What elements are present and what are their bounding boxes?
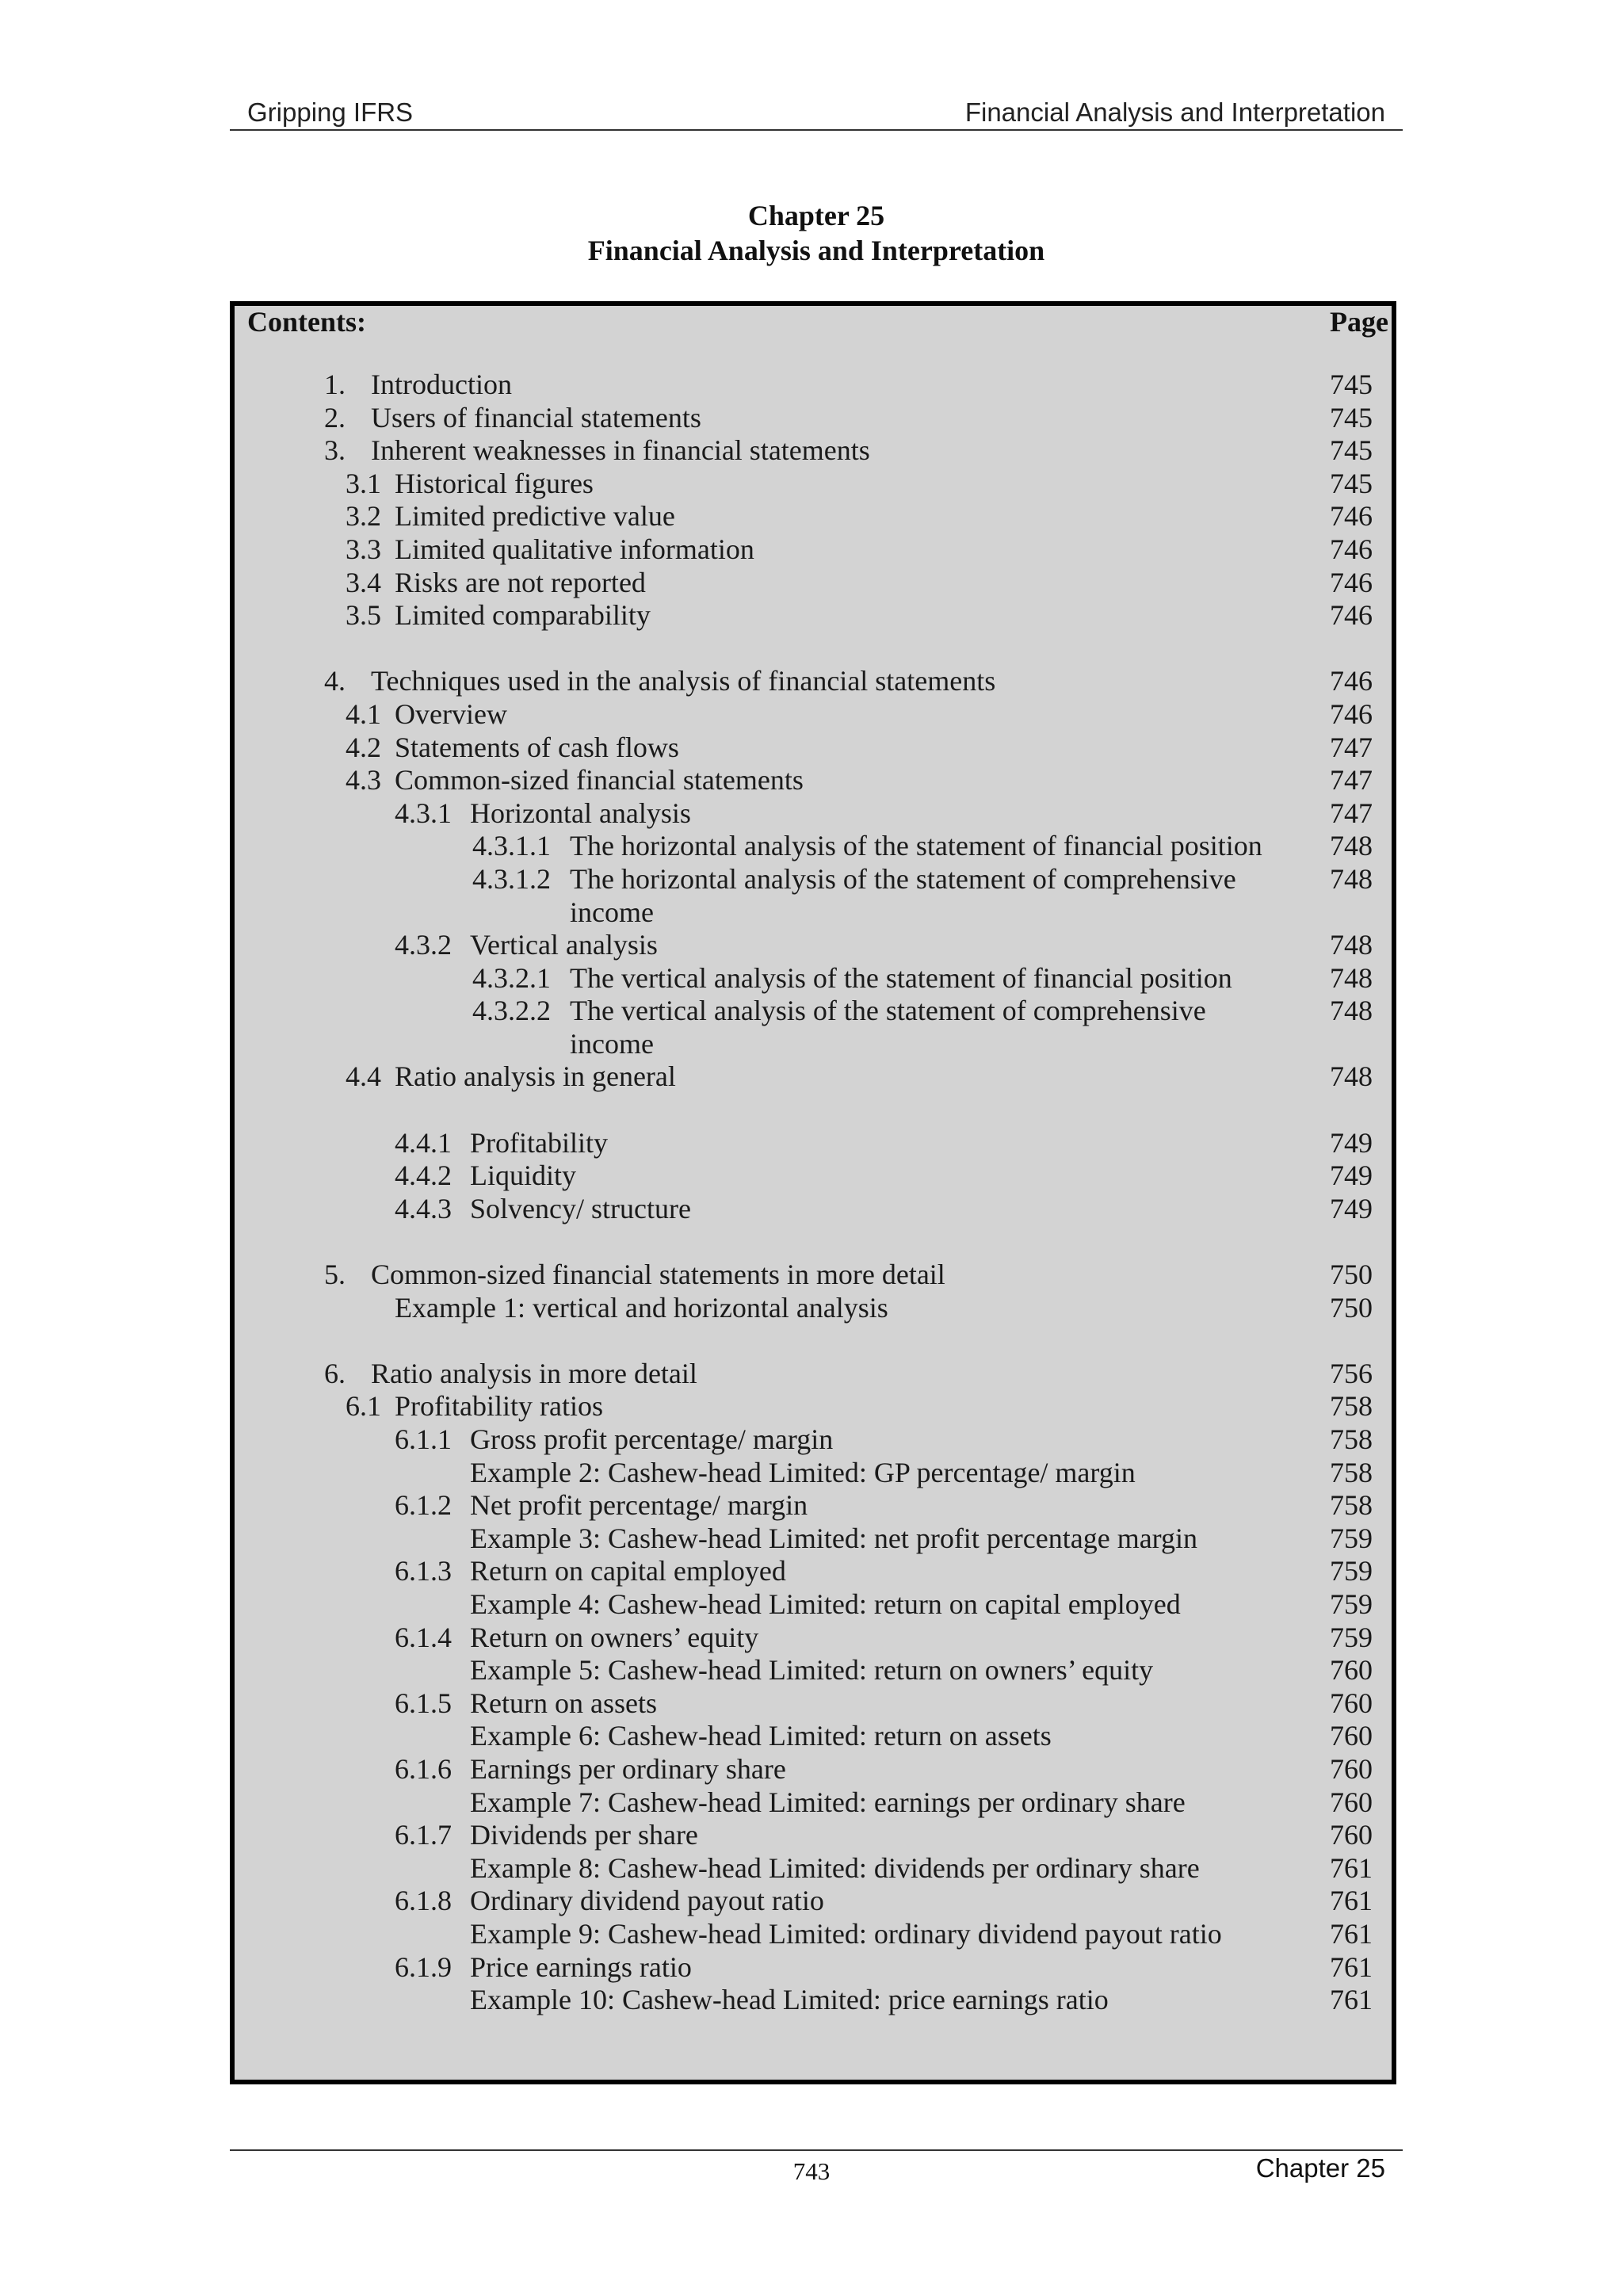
page-column-heading: Page bbox=[1330, 306, 1388, 338]
toc-entry-number: 1. bbox=[324, 369, 346, 400]
toc-entry-title: Liquidity bbox=[470, 1159, 576, 1192]
toc-entry-title: Example 1: vertical and horizontal analysis bbox=[395, 1291, 888, 1324]
toc-entry-number: 4.3.2 bbox=[395, 929, 452, 961]
running-header-left: Gripping IFRS bbox=[247, 97, 414, 127]
toc-entry[interactable] bbox=[235, 1622, 1373, 1655]
toc-entry-number: 6.1.5 bbox=[395, 1687, 452, 1719]
toc-entry-page: 758 bbox=[1330, 1456, 1373, 1488]
toc-entry-title: Ratio analysis in more detail bbox=[371, 1357, 697, 1389]
toc-entry[interactable] bbox=[235, 533, 1373, 567]
toc-entry-number: 3.4 bbox=[346, 566, 381, 598]
toc-entry-number: 6.1.1 bbox=[395, 1423, 452, 1455]
toc-entry-page: 760 bbox=[1330, 1720, 1373, 1752]
toc-entry-page: 761 bbox=[1330, 1851, 1373, 1884]
toc-entry[interactable] bbox=[235, 1193, 1373, 1226]
toc-entry-title: The horizontal analysis of the statement of comprehensive income bbox=[570, 862, 1236, 928]
toc-entry-title: Return on owners’ equity bbox=[470, 1621, 759, 1653]
toc-entry[interactable] bbox=[235, 1786, 1373, 1820]
toc-entry[interactable] bbox=[235, 863, 1373, 929]
toc-entry-title: Example 3: Cashew-head Limited: net profit percentage margin bbox=[470, 1522, 1198, 1554]
toc-entry[interactable] bbox=[235, 567, 1373, 600]
toc-entry[interactable] bbox=[235, 1390, 1373, 1423]
toc-entry[interactable] bbox=[235, 962, 1373, 995]
toc-entry-page: 749 bbox=[1330, 1126, 1373, 1159]
toc-entry-title: Users of financial statements bbox=[371, 401, 701, 434]
running-header-right: Financial Analysis and Interpretation bbox=[964, 97, 1385, 127]
toc-entry-number: 2. bbox=[324, 401, 346, 434]
toc-entry[interactable] bbox=[235, 500, 1373, 533]
toc-entry-number: 6.1.4 bbox=[395, 1621, 452, 1653]
toc-entry[interactable] bbox=[235, 1060, 1373, 1094]
toc-entry[interactable] bbox=[235, 1720, 1373, 1753]
toc-entry-page: 750 bbox=[1330, 1259, 1373, 1291]
toc-entry[interactable] bbox=[235, 1457, 1373, 1490]
toc-entry[interactable] bbox=[235, 599, 1373, 632]
toc-entry-page: 758 bbox=[1330, 1489, 1373, 1522]
toc-entry-number: 4.3.2.1 bbox=[472, 961, 551, 994]
toc-entry-page: 746 bbox=[1330, 665, 1373, 697]
toc-entry-page: 748 bbox=[1330, 929, 1373, 961]
toc-spacer bbox=[235, 632, 1373, 666]
toc-spacer bbox=[235, 1324, 1373, 1358]
footer-rule bbox=[230, 2149, 1403, 2151]
toc-entry-number: 6.1.3 bbox=[395, 1555, 452, 1587]
toc-entry-title: Price earnings ratio bbox=[470, 1950, 692, 1983]
toc-entry-number: 3.3 bbox=[346, 533, 381, 565]
toc-entry[interactable] bbox=[235, 369, 1373, 402]
toc-entry-number: 6.1.6 bbox=[395, 1752, 452, 1785]
toc-entry-page: 749 bbox=[1330, 1192, 1373, 1224]
toc-entry[interactable] bbox=[235, 402, 1373, 435]
toc-entry[interactable] bbox=[235, 1292, 1373, 1325]
toc-entry-page: 759 bbox=[1330, 1621, 1373, 1653]
toc-entry-page: 758 bbox=[1330, 1423, 1373, 1455]
toc-entry-page: 746 bbox=[1330, 500, 1373, 533]
toc-entry-title: The vertical analysis of the statement of comprehensive income bbox=[570, 995, 1206, 1060]
toc-entry-title: Return on assets bbox=[470, 1687, 657, 1719]
toc-entry[interactable] bbox=[235, 1522, 1373, 1556]
toc-entry-number: 5. bbox=[324, 1259, 346, 1291]
toc-entry[interactable] bbox=[235, 1951, 1373, 1985]
toc-entry[interactable] bbox=[235, 1918, 1373, 1951]
contents-heading: Contents: bbox=[247, 306, 366, 338]
toc-entry-title: Net profit percentage/ margin bbox=[470, 1489, 808, 1522]
toc-entry-number: 3.2 bbox=[346, 500, 381, 533]
table-of-contents bbox=[235, 369, 1373, 2017]
toc-entry-page: 748 bbox=[1330, 995, 1373, 1027]
toc-entry-title: Introduction bbox=[371, 369, 512, 400]
toc-entry-page: 761 bbox=[1330, 1984, 1373, 2016]
header-rule bbox=[230, 129, 1403, 131]
toc-entry-title: Example 5: Cashew-head Limited: return on owners’ equity bbox=[470, 1654, 1154, 1687]
toc-entry-title: Ratio analysis in general bbox=[395, 1060, 676, 1093]
toc-entry[interactable] bbox=[235, 1687, 1373, 1721]
toc-entry-number: 4.4.2 bbox=[395, 1159, 452, 1192]
toc-spacer bbox=[235, 1094, 1373, 1127]
toc-entry-title: Example 8: Cashew-head Limited: dividends per ordinary share bbox=[470, 1851, 1200, 1884]
toc-entry-page: 760 bbox=[1330, 1819, 1373, 1851]
toc-entry-title: Profitability ratios bbox=[395, 1390, 603, 1423]
toc-entry-page: 759 bbox=[1330, 1555, 1373, 1587]
toc-entry-number: 4.3.1.2 bbox=[472, 862, 551, 895]
chapter-title-block bbox=[230, 198, 1403, 268]
toc-entry-number: 6.1.7 bbox=[395, 1819, 452, 1851]
toc-entry[interactable] bbox=[235, 1259, 1373, 1292]
toc-entry[interactable] bbox=[235, 929, 1373, 962]
toc-entry-title: Limited comparability bbox=[395, 599, 651, 632]
toc-entry-page: 745 bbox=[1330, 467, 1373, 499]
toc-entry-page: 748 bbox=[1330, 961, 1373, 994]
toc-entry-page: 756 bbox=[1330, 1357, 1373, 1389]
toc-entry-page: 746 bbox=[1330, 697, 1373, 730]
toc-entry-title: Example 9: Cashew-head Limited: ordinary dividend payout ratio bbox=[470, 1917, 1222, 1950]
toc-entry-title: Limited predictive value bbox=[395, 500, 675, 533]
toc-entry-title: Dividends per share bbox=[470, 1819, 698, 1851]
toc-entry-page: 748 bbox=[1330, 862, 1373, 895]
toc-entry-title: Example 7: Cashew-head Limited: earnings per ordinary share bbox=[470, 1786, 1186, 1818]
toc-entry-page: 747 bbox=[1330, 764, 1373, 797]
toc-entry-title: Horizontal analysis bbox=[470, 797, 691, 829]
toc-entry-title: Earnings per ordinary share bbox=[470, 1752, 786, 1785]
toc-entry-title: Risks are not reported bbox=[395, 566, 646, 598]
toc-entry-page: 747 bbox=[1330, 797, 1373, 829]
toc-entry-title: Ordinary dividend payout ratio bbox=[470, 1885, 824, 1917]
toc-entry-page: 760 bbox=[1330, 1786, 1373, 1818]
toc-entry-title: Overview bbox=[395, 697, 507, 730]
toc-entry[interactable] bbox=[235, 764, 1373, 797]
chapter-number: Chapter 25 bbox=[747, 200, 885, 231]
toc-entry-page: 759 bbox=[1330, 1587, 1373, 1620]
toc-entry[interactable] bbox=[235, 1127, 1373, 1160]
toc-entry-title: Vertical analysis bbox=[470, 929, 658, 961]
toc-entry[interactable] bbox=[235, 830, 1373, 863]
toc-entry-page: 761 bbox=[1330, 1885, 1373, 1917]
toc-entry-title: Common-sized financial statements in more detail bbox=[371, 1259, 945, 1291]
chapter-title: Financial Analysis and Interpretation bbox=[587, 235, 1045, 266]
toc-entry-page: 746 bbox=[1330, 566, 1373, 598]
toc-entry[interactable] bbox=[235, 1358, 1373, 1391]
toc-entry-number: 4.4.1 bbox=[395, 1126, 452, 1159]
toc-entry-page: 760 bbox=[1330, 1752, 1373, 1785]
toc-entry-title: Return on capital employed bbox=[470, 1555, 786, 1587]
toc-entry-number: 6. bbox=[324, 1357, 346, 1389]
toc-entry-number: 4.2 bbox=[346, 731, 381, 763]
toc-entry[interactable] bbox=[235, 1555, 1373, 1588]
toc-entry-page: 745 bbox=[1330, 434, 1373, 467]
toc-entry-number: 4.1 bbox=[346, 697, 381, 730]
toc-entry[interactable] bbox=[235, 995, 1373, 1060]
toc-entry[interactable] bbox=[235, 1852, 1373, 1885]
toc-entry[interactable] bbox=[235, 698, 1373, 732]
toc-entry-page: 749 bbox=[1330, 1159, 1373, 1192]
toc-entry-number: 3.1 bbox=[346, 467, 381, 499]
toc-entry-number: 6.1.9 bbox=[395, 1950, 452, 1983]
toc-entry-number: 4.4 bbox=[346, 1060, 381, 1093]
toc-entry[interactable] bbox=[235, 1885, 1373, 1918]
toc-entry-page: 759 bbox=[1330, 1522, 1373, 1554]
toc-entry[interactable] bbox=[235, 797, 1373, 831]
toc-entry[interactable] bbox=[235, 1984, 1373, 2017]
toc-entry-title: Historical figures bbox=[395, 467, 594, 499]
toc-entry-page: 745 bbox=[1330, 369, 1373, 400]
toc-entry-page: 761 bbox=[1330, 1917, 1373, 1950]
toc-entry-title: Example 10: Cashew-head Limited: price earnings ratio bbox=[470, 1984, 1109, 2016]
toc-entry-title: Common-sized financial statements bbox=[395, 764, 804, 797]
toc-entry-number: 4.3.1 bbox=[395, 797, 452, 829]
toc-entry-title: Statements of cash flows bbox=[395, 731, 679, 763]
toc-entry-title: The horizontal analysis of the statement of financial position bbox=[570, 830, 1262, 862]
toc-entry[interactable] bbox=[235, 732, 1373, 765]
toc-entry-number: 6.1 bbox=[346, 1390, 381, 1423]
page-number: 743 bbox=[792, 2157, 831, 2185]
toc-spacer bbox=[235, 1225, 1373, 1259]
toc-entry-page: 760 bbox=[1330, 1654, 1373, 1687]
toc-entry[interactable] bbox=[235, 1753, 1373, 1786]
toc-entry-page: 748 bbox=[1330, 1060, 1373, 1093]
toc-entry-number: 3.5 bbox=[346, 599, 381, 632]
toc-entry-title: Techniques used in the analysis of financial statements bbox=[371, 665, 996, 697]
toc-entry-title: Gross profit percentage/ margin bbox=[470, 1423, 834, 1455]
toc-entry-page: 760 bbox=[1330, 1687, 1373, 1719]
toc-entry[interactable] bbox=[235, 665, 1373, 698]
toc-entry-title: Limited qualitative information bbox=[395, 533, 754, 565]
toc-entry-page: 747 bbox=[1330, 731, 1373, 763]
toc-entry[interactable] bbox=[235, 434, 1373, 468]
toc-entry-number: 6.1.8 bbox=[395, 1885, 452, 1917]
toc-entry-title: Inherent weaknesses in financial statements bbox=[371, 434, 870, 467]
toc-entry-number: 4.3.1.1 bbox=[472, 830, 551, 862]
toc-entry-page: 748 bbox=[1330, 830, 1373, 862]
toc-entry[interactable] bbox=[235, 1819, 1373, 1852]
toc-entry-number: 4.3.2.2 bbox=[472, 995, 551, 1027]
toc-entry-page: 745 bbox=[1330, 401, 1373, 434]
toc-entry-number: 4. bbox=[324, 665, 346, 697]
toc-entry-number: 6.1.2 bbox=[395, 1489, 452, 1522]
toc-entry-title: Example 6: Cashew-head Limited: return on assets bbox=[470, 1720, 1052, 1752]
toc-entry-title: The vertical analysis of the statement of financial position bbox=[570, 961, 1232, 994]
toc-entry[interactable] bbox=[235, 468, 1373, 501]
toc-entry-title: Solvency/ structure bbox=[470, 1192, 691, 1224]
toc-entry-title: Profitability bbox=[470, 1126, 608, 1159]
toc-entry-page: 761 bbox=[1330, 1950, 1373, 1983]
toc-entry-number: 4.3 bbox=[346, 764, 381, 797]
toc-entry-page: 746 bbox=[1330, 533, 1373, 565]
toc-entry[interactable] bbox=[235, 1588, 1373, 1622]
toc-entry[interactable] bbox=[235, 1654, 1373, 1687]
toc-entry[interactable] bbox=[235, 1423, 1373, 1457]
running-footer-right: Chapter 25 bbox=[1255, 2153, 1385, 2183]
toc-entry-title: Example 4: Cashew-head Limited: return on capital employed bbox=[470, 1587, 1181, 1620]
toc-entry-number: 4.4.3 bbox=[395, 1192, 452, 1224]
toc-entry-number: 3. bbox=[324, 434, 346, 467]
toc-entry[interactable] bbox=[235, 1159, 1373, 1193]
toc-entry-title: Example 2: Cashew-head Limited: GP percentage/ margin bbox=[470, 1456, 1136, 1488]
toc-entry-page: 750 bbox=[1330, 1291, 1373, 1324]
toc-entry-page: 746 bbox=[1330, 599, 1373, 632]
toc-entry[interactable] bbox=[235, 1489, 1373, 1522]
toc-entry-page: 758 bbox=[1330, 1390, 1373, 1423]
